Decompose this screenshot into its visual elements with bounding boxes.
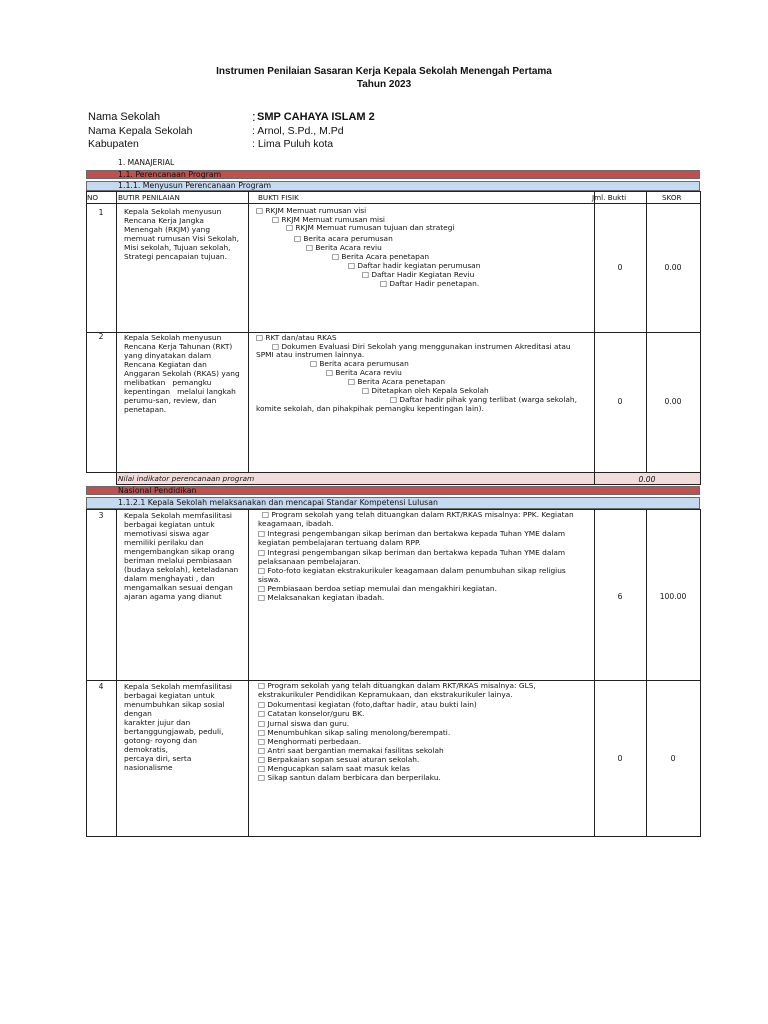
evidence-item: □ Mengucapkan salam saat masuk kelas <box>258 764 410 773</box>
school-label: Nama Sekolah <box>88 111 161 123</box>
row-no: 3 <box>98 511 104 520</box>
evidence-item: □ Daftar hadir kegiatan perumusan <box>348 261 481 270</box>
row-skor: 0 <box>670 754 676 763</box>
school-colon: : <box>252 109 256 124</box>
band-nasional-label: Nasional Pendidikan <box>118 486 197 495</box>
evidence-item: □ Pembiasaan berdoa setiap memulai dan mengakhiri kegiatan. <box>258 584 497 593</box>
row-butir: Kepala Sekolah menyusun Rencana Kerja Tahunan (RKT) yang dinyatakan dalam Rencana Kegiatan dan Anggaran Sekolah (RKAS) yang melibatkan pemangku kepentingan melalui langkah perumu-san, review, dan penetapan. <box>124 333 240 414</box>
band-perencanaan <box>86 170 700 179</box>
evidence-item: □ RKJM Memuat rumusan tujuan dan strategi <box>286 223 455 232</box>
evidence-item: SPMI atau instrumen lainnya. <box>256 350 365 359</box>
header-jml: Jml. Bukti <box>592 193 627 202</box>
evidence-item: □ Daftar hadir pihak yang terlibat (warga sekolah, <box>390 395 577 404</box>
evidence-item: □ RKJM Memuat rumusan misi <box>272 214 385 224</box>
row-skor: 0.00 <box>664 263 682 272</box>
header-bukti: BUKTI FISIK <box>258 193 299 202</box>
nilai-label: Nilai indikator perencanaan program <box>118 474 255 483</box>
evidence-item: □ Integrasi pengembangan sikap beriman dan bertakwa kepada Tuhan YME dalam <box>258 529 566 538</box>
document-title: Instrumen Penilaian Sasaran Kerja Kepala Sekolah Menengah Pertama <box>216 66 552 77</box>
evidence-item: komite sekolah, dan pihakpihak pemangku kepentingan lain). <box>256 404 484 413</box>
evidence-item: □ Jurnal siswa dan guru. <box>258 719 350 728</box>
evidence-item: □ Program sekolah yang telah dituangkan dalam RKT/RKAS misalnya: GLS, <box>258 681 536 690</box>
evidence-item: siswa. <box>258 575 281 584</box>
head-name: : Arnol, S.Pd., M.Pd <box>252 125 344 137</box>
evidence-item: □ Berita acara perumusan <box>310 359 409 368</box>
evidence-item: □ Ditetapkan oleh Kepala Sekolah <box>362 386 489 395</box>
row-skor: 100.00 <box>659 592 687 601</box>
row-jml: 6 <box>617 592 623 601</box>
row-butir: Kepala Sekolah memfasilitasi berbagai kegiatan untuk memotivasi siswa agar memiliki perilaku dan mengembangkan sikap orang beriman melalui pembiasaan (budaya sekolah), keteladanan dalam menghayati , dan mengamalkan sesuai dengan ajaran agama yang dianut <box>124 511 239 601</box>
evidence-item: □ Sikap santun dalam berbicara dan berperilaku. <box>258 773 441 782</box>
row-butir: Kepala Sekolah memfasilitasi berbagai kegiatan untuk menumbuhkan sikap sosial dengan karakter jujur dan bertanggungjawab, peduli, gotong- royong dan demokratis, percaya diri, serta nasionalisme <box>124 682 232 772</box>
evidence-item: pelaksanaan pembelajaran. <box>258 557 361 566</box>
row-jml: 0 <box>617 263 623 272</box>
district-name: : Lima Puluh kota <box>252 138 334 150</box>
row-butir: Kepala Sekolah menyusun Rencana Kerja Jangka Menengah (RKJM) yang memuat rumusan Visi Sekolah, Misi sekolah, Tujuan sekolah, Strategi pencapaian tujuan. <box>124 207 240 261</box>
band-perencanaan-label: 1.1. Perencanaan Program <box>118 170 222 179</box>
row-no: 2 <box>98 332 104 341</box>
band-kompetensi <box>86 497 700 509</box>
row-skor: 0.00 <box>664 397 682 406</box>
document-year: Tahun 2023 <box>356 79 412 90</box>
evidence-item: □ Berita Acara penetapan <box>332 252 430 261</box>
evidence-item: □ Berpakaian sopan sesuai aturan sekolah. <box>258 755 420 764</box>
school-name: SMP CAHAYA ISLAM 2 <box>257 111 375 123</box>
evidence-item: □ Daftar Hadir penetapan. <box>380 279 480 288</box>
evidence-item: ekstrakurikuler Pendidikan Kepramukaan, dan ekstrakurikuler lainya. <box>258 690 513 699</box>
header-skor: SKOR <box>662 193 682 202</box>
header-butir: BUTIR PENILAIAN <box>118 193 180 202</box>
header-no: NO <box>87 193 99 202</box>
band-menyusun-label: 1.1.1. Menyusun Perencanaan Program <box>118 181 272 190</box>
evidence-item: keagamaan, ibadah. <box>258 519 334 528</box>
evidence-item: □ Dokumen Evaluasi Diri Sekolah yang menggunakan instrumen Akreditasi atau <box>272 342 571 351</box>
evidence-item: □ Menghormati perbedaan. <box>258 737 362 746</box>
evidence-item: □ Catatan konselor/guru BK. <box>258 709 365 718</box>
evidence-item: □ Dokumentasi kegiatan (foto,daftar hadir, atau bukti lain) <box>258 700 477 709</box>
evidence-item: kegiatan pembelajaran tertuang dalam RPP. <box>258 538 421 547</box>
row-no: 1 <box>98 208 104 217</box>
section-manajerial: 1. MANAJERIAL <box>118 158 175 167</box>
evidence-item: □ Berita Acara reviu <box>306 243 382 252</box>
evidence-item: □ Berita Acara reviu <box>326 368 402 377</box>
evidence-item: □ Berita Acara penetapan <box>348 377 446 386</box>
evidence-item: □ Integrasi pengembangan sikap beriman dan bertakwa kepada Tuhan YME dalam <box>258 548 566 557</box>
evidence-item: □ Daftar Hadir Kegiatan Reviu <box>362 269 475 279</box>
nilai-value: 0.00 <box>638 475 656 484</box>
evidence-item: □ RKT dan/atau RKAS <box>256 333 337 342</box>
row-no: 4 <box>98 682 104 691</box>
evidence-item: □ Berita acara perumusan <box>294 234 393 243</box>
band-menyusun <box>86 181 700 191</box>
head-label: Nama Kepala Sekolah <box>88 125 193 137</box>
row-jml: 0 <box>617 397 623 406</box>
row-jml: 0 <box>617 754 623 763</box>
evidence-item: □ Program sekolah yang telah dituangkan dalam RKT/RKAS misalnya: PPK. Kegiatan <box>262 510 574 519</box>
evidence-item: □ Melaksanakan kegiatan ibadah. <box>258 593 385 602</box>
district-label: Kabupaten <box>88 138 139 150</box>
band-kompetensi-label: 1.1.2.1 Kepala Sekolah melaksanakan dan mencapai Standar Kompetensi Lulusan <box>118 498 438 507</box>
evidence-item: □ RKJM Memuat rumusan visi <box>256 206 367 215</box>
evidence-item: □ Menumbuhkan sikap saling menolong/berempati. <box>258 728 451 737</box>
band-nasional <box>86 486 700 495</box>
evidence-item: □ Foto-foto kegiatan ekstrakurikuler keagamaan dalam penumbuhan sikap religius <box>258 566 566 575</box>
evidence-item: □ Antri saat bergantian memakai fasilitas sekolah <box>258 746 444 755</box>
